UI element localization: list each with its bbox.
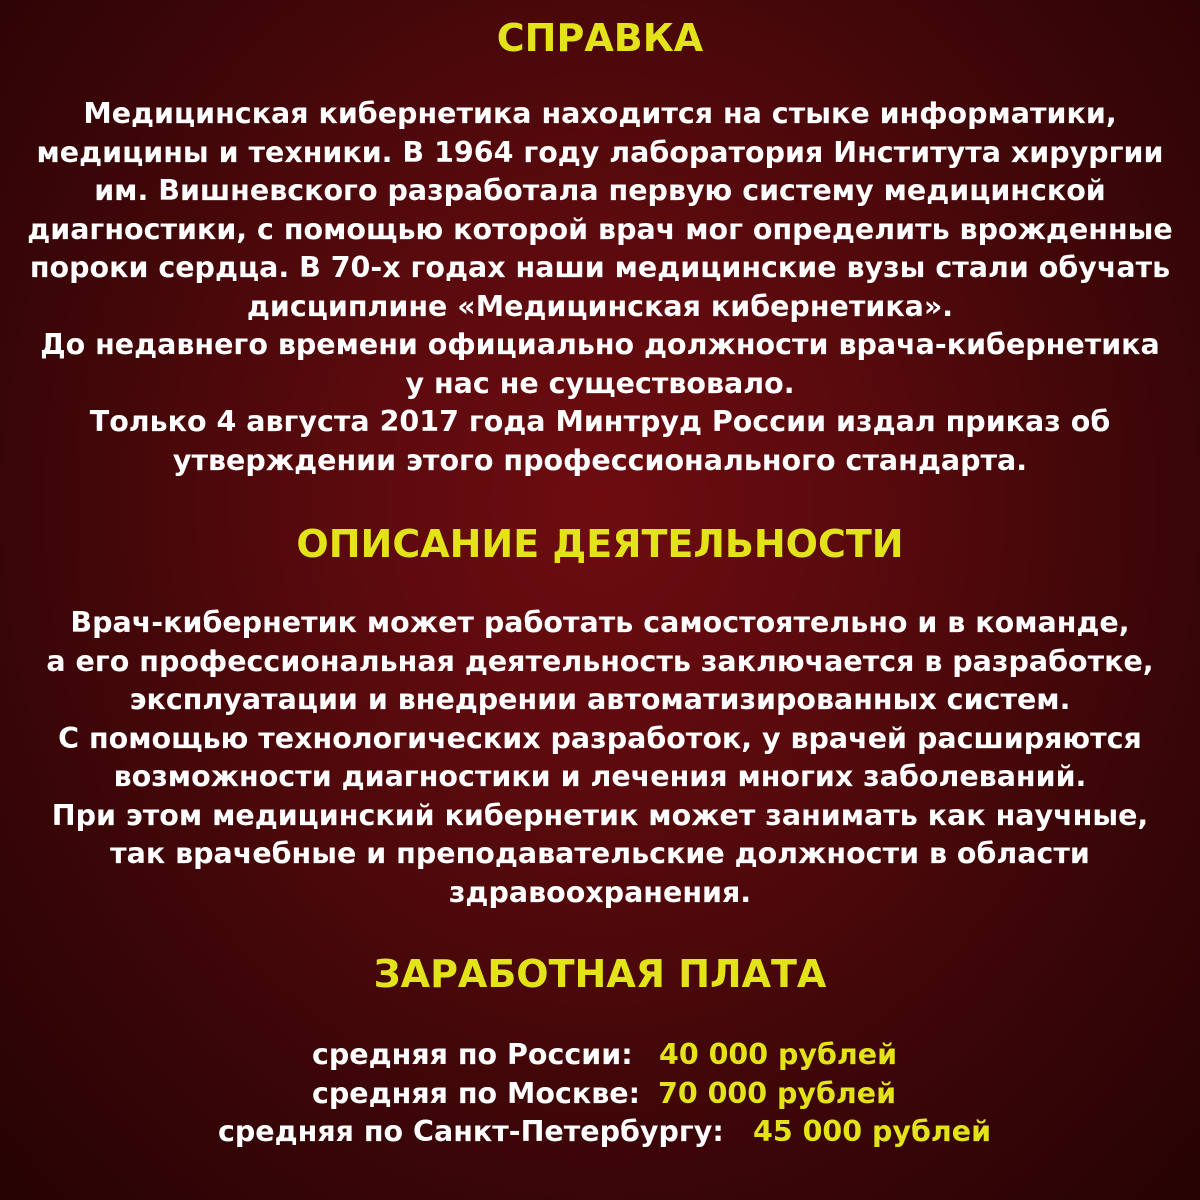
reference-line: диагностики, с помощью которой врач мог определить врожденные [27, 212, 1173, 246]
reference-heading: СПРАВКА [496, 16, 704, 60]
salary-row-moscow [0, 1075, 1200, 1114]
salary-row-russia [0, 1036, 1200, 1075]
reference-line: у нас не существовало. [405, 366, 795, 400]
reference-text [0, 95, 1200, 480]
description-heading: ОПИСАНИЕ ДЕЯТЕЛЬНОСТИ [296, 522, 904, 566]
description-line: эксплуатации и внедрении автоматизированных систем. [129, 683, 1071, 716]
reference-line: им. Вишневского разработала первую систему медицинской [94, 174, 1106, 207]
salary-value: 45 000 рублей [753, 1115, 992, 1148]
reference-line: Только 4 августа 2017 года Минтруд России издал приказ об [89, 405, 1111, 438]
description-line: Врач-кибернетик может работать самостоятельно и в команде, [70, 606, 1130, 639]
description-line: При этом медицинский кибернетик может занимать как научные, [51, 798, 1149, 832]
description-line: возможности диагностики и лечения многих заболеваний. [113, 760, 1087, 793]
salary-value: 40 000 рублей [659, 1038, 898, 1071]
salary-label: средняя по Москве: [312, 1076, 640, 1110]
salary-heading: ЗАРАБОТНАЯ ПЛАТА [373, 952, 827, 996]
salary-list [0, 1036, 1200, 1152]
reference-line: медицины и техники. В 1964 году лаборатория Института хирургии [36, 135, 1164, 169]
reference-line: До недавнего времени официально должности врача-кибернетика [40, 328, 1160, 361]
reference-line: утверждении этого профессионального стандарта. [172, 443, 1028, 477]
salary-value: 70 000 рублей [658, 1076, 897, 1110]
description-text [0, 604, 1200, 912]
description-line: С помощью технологических разработок, у врачей расширяются [58, 721, 1142, 755]
reference-line: Медицинская кибернетика находится на стыке информатики, [83, 97, 1117, 130]
salary-label: средняя по России: [312, 1038, 633, 1071]
salary-row-spb [0, 1113, 1200, 1152]
reference-line: дисциплине «Медицинская кибернетика». [246, 289, 954, 323]
description-line: так врачебные и преподавательские должности в области [110, 837, 1090, 870]
description-line: а его профессиональная деятельность заключается в разработке, [46, 644, 1154, 678]
salary-label: средняя по Санкт-Петербургу: [218, 1115, 724, 1148]
reference-line: пороки сердца. В 70-х годах наши медицинские вузы стали обучать [29, 251, 1171, 284]
description-line: здравоохранения. [448, 875, 752, 909]
